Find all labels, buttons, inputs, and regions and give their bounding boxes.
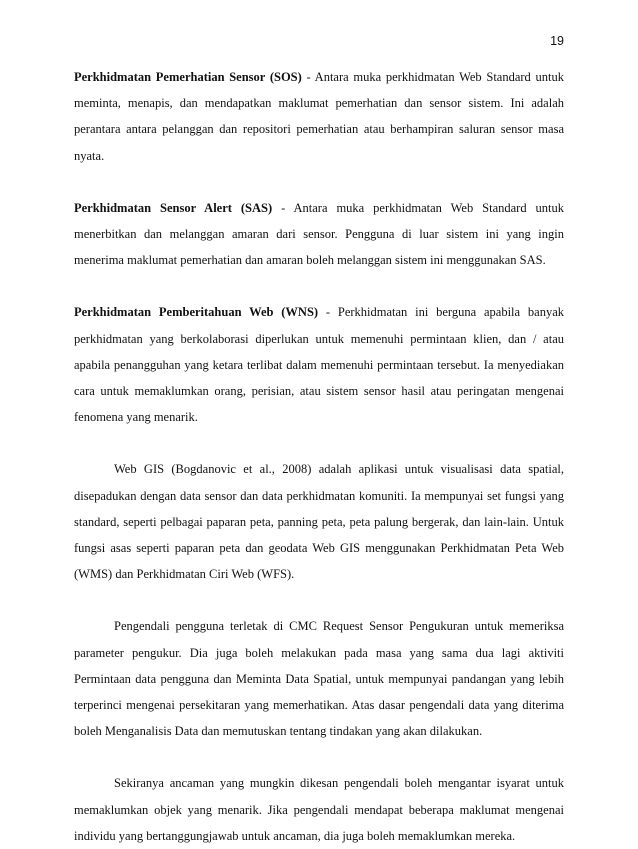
page-number: 19 [550, 34, 564, 48]
paragraph-wns [74, 299, 564, 430]
term-sos: Perkhidmatan Pemerhatian Sensor (SOS) [74, 70, 302, 84]
definition-sos: - Antara muka perkhidmatan Web Standard untuk meminta, menapis, dan mendapatkan maklumat pemerhatian dan sensor sistem. Ini adalah perantara antara pelanggan dan repositori pemerhatian atau berhampiran saluran sensor masa nyata. [74, 70, 564, 163]
page-body [74, 64, 564, 849]
definition-wns: - Perkhidmatan ini berguna apabila banyak perkhidmatan yang berkolaborasi diperlukan untuk memenuhi permintaan klien, dan / atau apabila penangguhan yang ketara terlibat dalam memenuhi permintaan tersebut. Ia menyediakan cara untuk memaklumkan orang, perisian, atau sistem sensor hasil atau peringatan mengenai fenomena yang menarik. [74, 305, 564, 425]
term-wns: Perkhidmatan Pemberitahuan Web (WNS) [74, 305, 319, 320]
definition-sas: - Antara muka perkhidmatan Web Standard untuk menerbitkan dan melanggan amaran dari sensor. Pengguna di luar sistem ini yang ingin menerima maklumat pemerhatian dan amaran boleh melanggan sistem ini menggunakan SAS. [74, 200, 564, 268]
paragraph-sas [74, 195, 564, 274]
paragraph-gap [74, 430, 564, 456]
paragraph-pengendali: Pengendali pengguna terletak di CMC Request Sensor Pengukuran untuk memeriksa parameter pengukur. Dia juga boleh melakukan pada masa yang sama dua lagi aktiviti Permintaan data pengguna dan Meminta Data Spatial, untuk mempunyai pandangan yang lebih terperinci mengenai persekitaran yang memerhatikan. Atas dasar pengendali data yang diterima boleh Menganalisis Data dan memutuskan tentang tindakan yang akan dilakukan. [74, 619, 564, 739]
paragraph-ancaman: Sekiranya ancaman yang mungkin dikesan pengendali boleh mengantar isyarat untuk memaklumkan objek yang menarik. Jika pengendali mendapat beberapa maklumat mengenai individu yang bertanggungjawab untuk ancaman, dia juga boleh memaklumkan mereka. [74, 776, 564, 843]
paragraph-web-gis: Web GIS (Bogdanovic et al., 2008) adalah aplikasi untuk visualisasi data spatial, disepadukan dengan data sensor dan data perkhidmatan komuniti. Ia mempunyai set fungsi yang standard, seperti pelbagai paparan peta, panning peta, peta palung bergerak, dan lain-lain. Untuk fungsi asas seperti paparan peta dan geodata Web GIS menggunakan Perkhidmatan Peta Web (WMS) dan Perkhidmatan Ciri Web (WFS). [74, 462, 564, 582]
term-sas: Perkhidmatan Sensor Alert (SAS) [74, 200, 273, 215]
paragraph-gap [74, 169, 564, 195]
paragraph-sos [74, 64, 564, 169]
paragraph-gap [74, 273, 564, 299]
paragraph-gap [74, 744, 564, 770]
paragraph-gap [74, 587, 564, 613]
